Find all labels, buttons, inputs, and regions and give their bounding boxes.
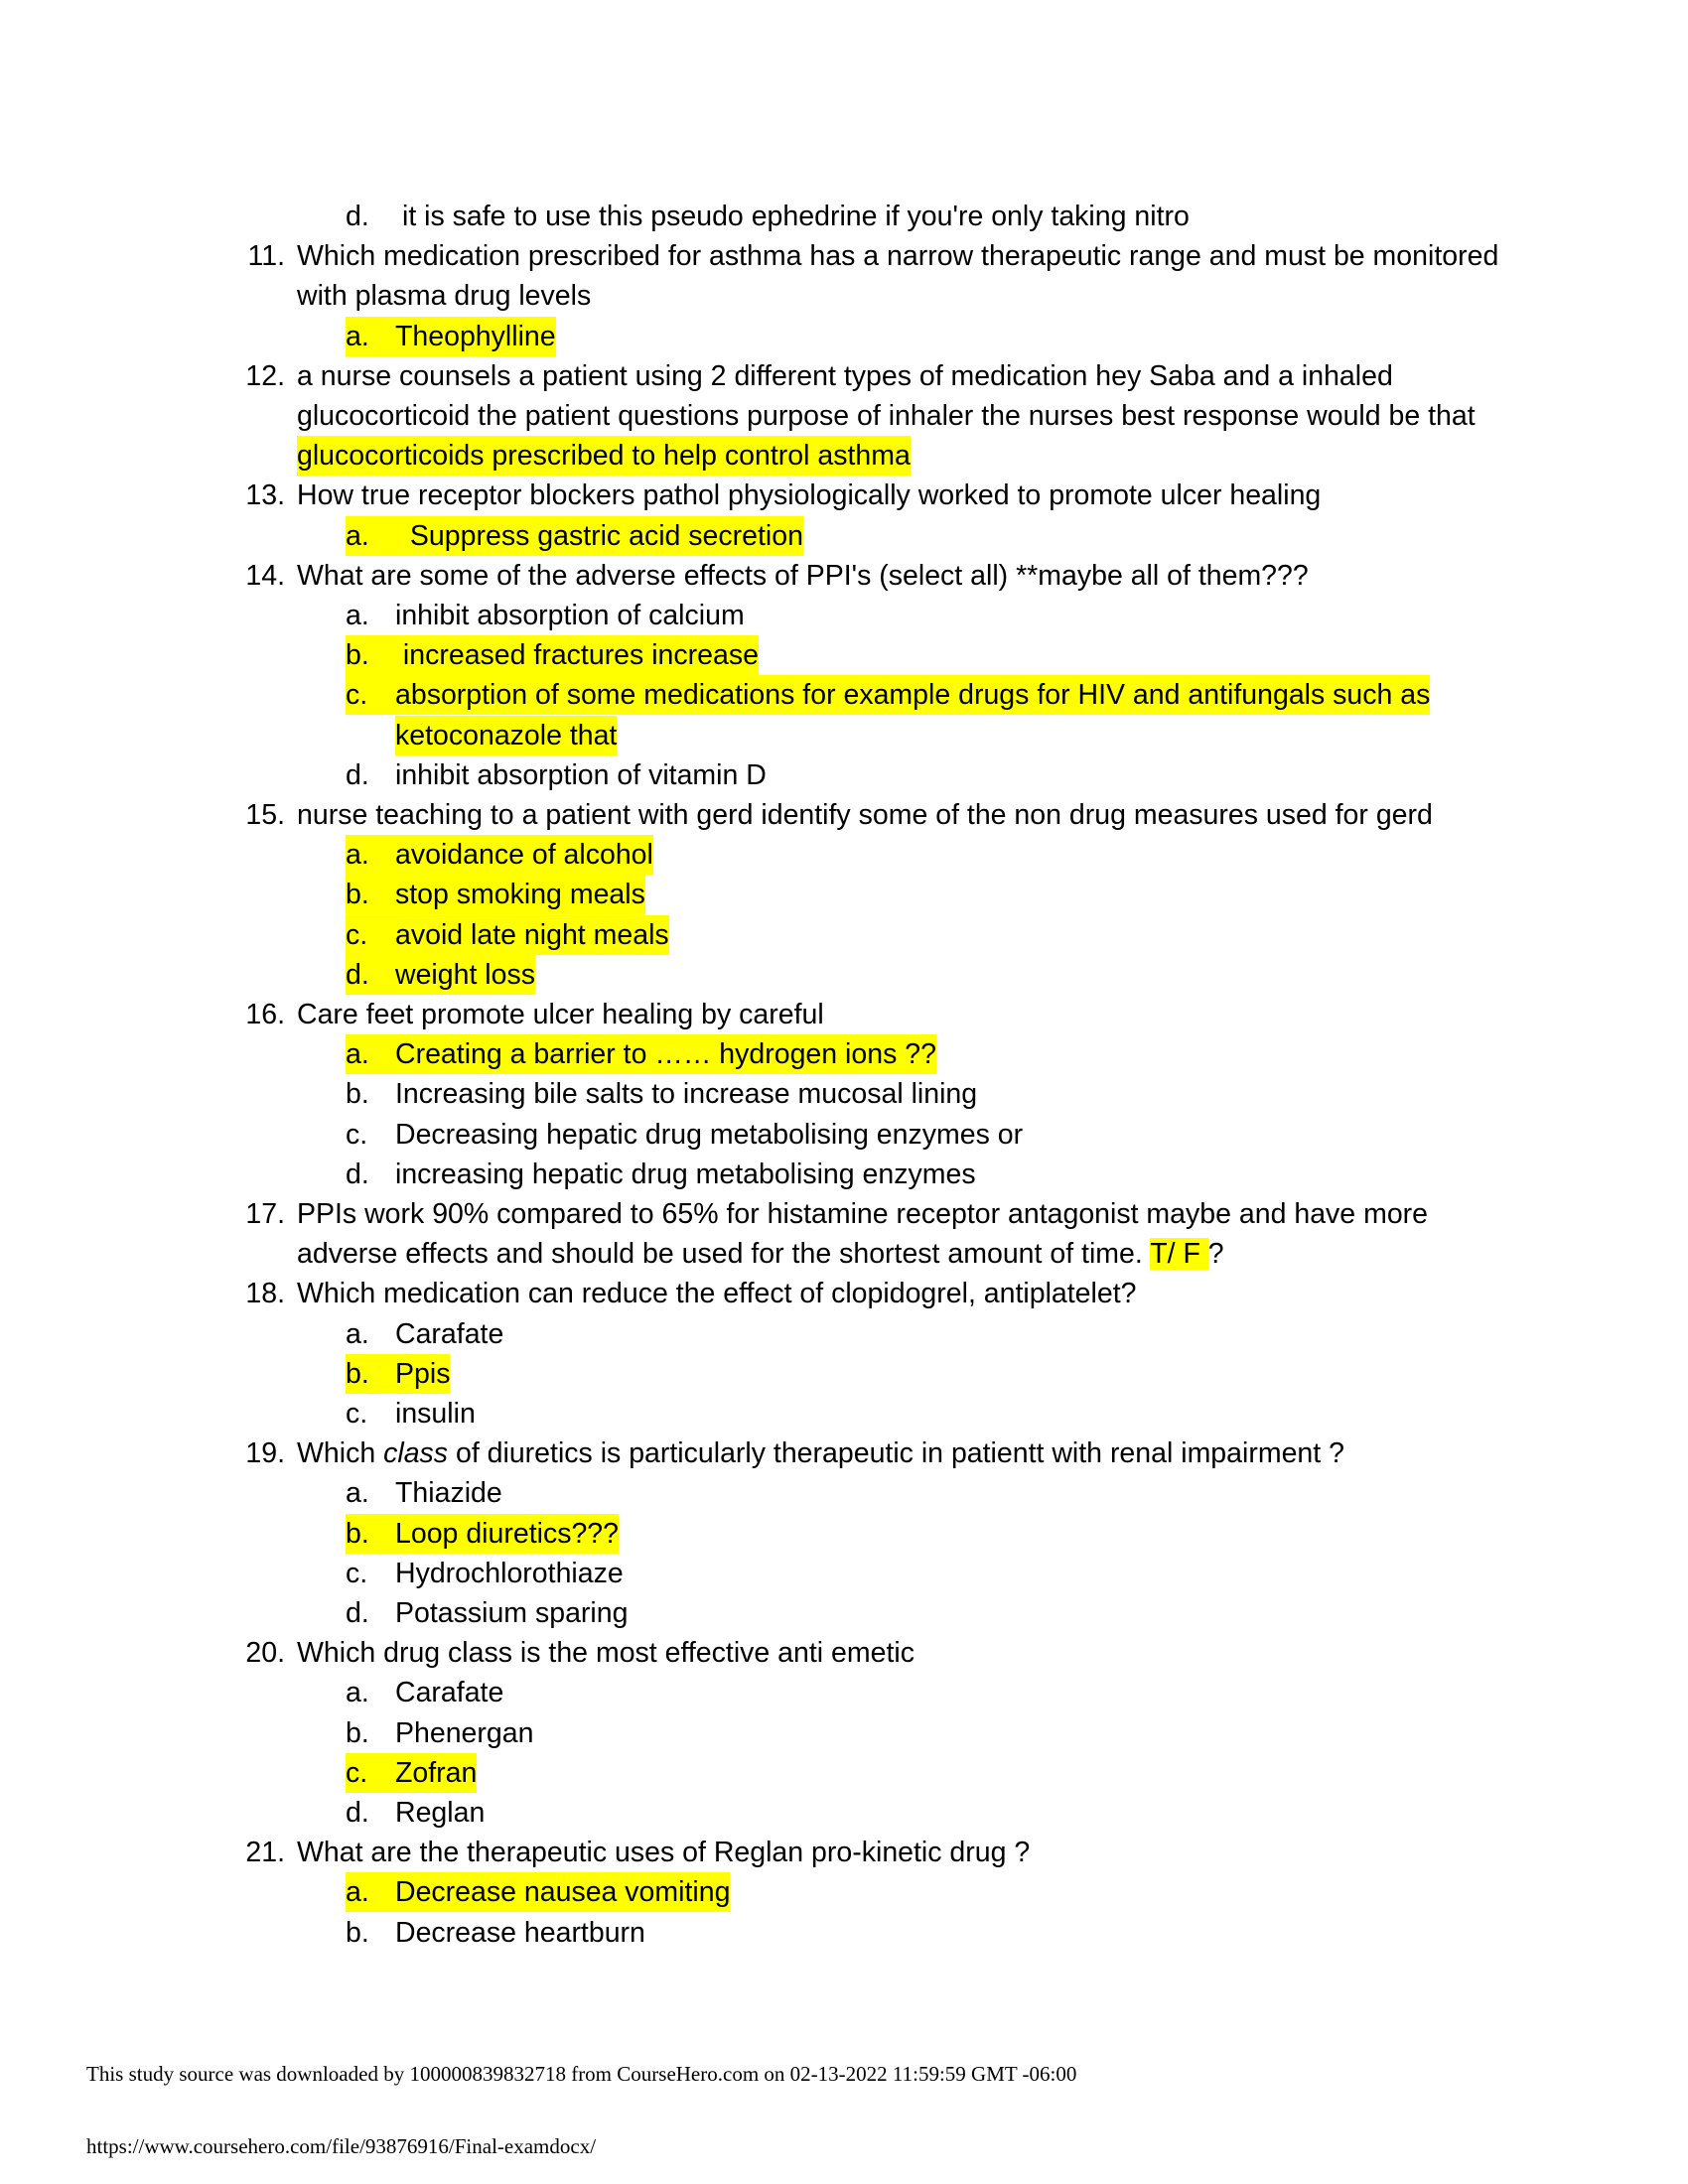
option-letter: b. [346,1517,369,1550]
option-letter: c. [346,1756,368,1789]
option-correct [346,1514,619,1554]
option-text: Zofran [395,1756,478,1789]
option-letter: b. [346,1716,369,1749]
option-letter: b. [346,1916,369,1949]
option-letter: d. [346,758,369,791]
option-text: avoidance of alcohol [395,839,653,872]
question-text-part: nurse teaching to a patient with gerd identify some of the non drug measures used for gerd [297,799,1433,831]
option-text: Increasing bile salts to increase mucosal lining [395,1078,978,1111]
option-text: Potassium sparing [395,1597,629,1629]
option-text: inhibit absorption of vitamin D [395,758,767,791]
question-number: 13. [245,479,285,512]
option-text: it is safe to use this pseudo ephedrine if you're only taking nitro [402,201,1190,232]
option-text: Loop diuretics??? [395,1517,619,1550]
question-text [297,476,1321,515]
option-text: Theophylline [395,320,556,352]
option-letter: c. [346,918,368,951]
option [346,1155,976,1194]
option-correct [346,875,645,914]
option-correct [346,955,535,995]
option-text: avoid late night meals [395,918,669,951]
option-text: inhibit absorption of calcium [395,600,745,631]
option-text: Phenergan [395,1716,534,1749]
option-text: insulin [395,1398,476,1430]
option [346,1713,533,1753]
option-letter: d. [346,958,369,991]
option-letter: a. [346,519,369,552]
option-letter: b. [346,879,369,911]
question-number: 14. [245,559,285,592]
option-text: absorption of some medications for example drugs for HIV and antifungals such as [395,679,1431,712]
question-text-part: Care feet promote ulcer healing by careful [297,999,824,1030]
option-text: Creating a barrier to …… hydrogen ions ?? [395,1038,936,1071]
answer-highlight: glucocorticoids prescribed to help control asthma [297,436,911,476]
option-letter: b. [346,1357,369,1390]
option-letter: b. [346,639,369,672]
question-number: 19. [245,1437,285,1470]
question-number: 15. [245,799,285,831]
option-text: Carafate [395,1317,504,1350]
option-text: weight loss [395,958,535,991]
question-text-part: Which medication can reduce the effect of clopidogrel, antiplatelet? [297,1278,1137,1310]
option [346,1473,502,1513]
option-text: Suppress gastric acid secretion [402,519,803,552]
question-number: 17. [245,1198,285,1230]
question-text [297,396,1476,436]
question-text [297,795,1433,835]
answer-highlight: T/ F [1150,1238,1208,1271]
option-correct [346,675,1430,715]
option [346,1074,977,1114]
question-text [297,1433,1344,1473]
question-text [297,276,591,316]
question-text [297,1633,914,1673]
option [346,1793,485,1833]
question-number: 12. [245,359,285,392]
option-text: increased fractures increase [395,639,759,672]
question-text-part: ? [1207,1238,1224,1271]
option-text: Ppis [395,1357,451,1390]
option [346,197,1190,236]
option [346,1394,476,1433]
option-letter: c. [346,1557,368,1589]
option-correct [346,1354,450,1394]
question-text-part: Which medication prescribed for asthma has a narrow therapeutic range and must be monitored [297,240,1499,273]
question-text [297,1274,1136,1313]
option-letter: a. [346,320,369,352]
option-correct [346,915,669,955]
question-number: 20. [245,1637,285,1670]
question-text [297,1833,1030,1872]
question-text-part: a nurse counsels a patient using 2 different types of medication hey Saba and a inhaled [297,359,1393,392]
option-correct [346,1753,477,1793]
option-text: Hydrochlorothiaze [395,1557,624,1589]
option [346,1115,1023,1155]
option-text: increasing hepatic drug metabolising enzymes [395,1158,976,1190]
option-letter: b. [346,1078,369,1111]
question-emphasis: class [383,1437,449,1470]
question-text-part: glucocorticoid the patient questions purpose of inhaler the nurses best response would be that [297,400,1476,432]
option-correct [346,835,653,875]
option-text: ketoconazole that [395,716,617,755]
question-text [297,556,1309,596]
question-text-part: of diuretics is particularly therapeutic in patientt with renal impairment ? [448,1437,1344,1470]
option-text: Decreasing hepatic drug metabolising enzymes or [395,1118,1024,1151]
option-letter: a. [346,600,369,631]
option-letter: c. [346,679,368,712]
option-letter: a. [346,1477,369,1510]
question-number: 16. [245,999,285,1030]
option [346,1673,503,1712]
question-text-part: Which [297,1437,384,1470]
question-text [297,1234,1224,1274]
source-url[interactable]: https://www.coursehero.com/file/93876916/Final-examdocx/ [86,2134,597,2158]
question-text [297,995,824,1034]
option-letter: a. [346,1038,369,1071]
option-correct [346,317,556,356]
question-text [297,356,1393,396]
option-letter: a. [346,1317,369,1350]
option [346,1314,503,1354]
option-text: Decrease heartburn [395,1916,645,1949]
question-text-part: PPIs work 90% compared to 65% for histamine receptor antagonist maybe and have more [297,1198,1429,1230]
option-text: Decrease nausea vomiting [395,1876,731,1909]
option-correct [346,516,803,556]
option [346,755,767,795]
option [346,1593,628,1633]
question-number: 21. [245,1837,285,1869]
question-text-part: adverse effects and should be used for the shortest amount of time. [297,1238,1151,1271]
option-letter: d. [346,1597,369,1629]
option-correct [346,1034,936,1074]
option-text: Thiazide [395,1477,502,1510]
option-letter: c. [346,1398,368,1430]
option-text: Reglan [395,1797,486,1829]
option-letter: d. [346,201,369,232]
option-letter: a. [346,1876,369,1909]
option-correct [346,1872,730,1912]
option [346,1913,645,1953]
option-letter: d. [346,1158,369,1190]
download-notice: This study source was downloaded by 100000839832718 from CourseHero.com on 02-13-2022 11:59:59 GMT -06:00 [86,2062,1077,2086]
question-text-part: How true receptor blockers pathol physiologically worked to promote ulcer healing [297,479,1322,512]
option [346,1554,624,1593]
option [346,596,745,635]
option-text: stop smoking meals [395,879,645,911]
option-text: Carafate [395,1677,504,1709]
option-letter: a. [346,1677,369,1709]
option-letter: d. [346,1797,369,1829]
option-letter: c. [346,1118,368,1151]
question-text-part: Which drug class is the most effective anti emetic [297,1637,914,1670]
option-correct [346,635,759,675]
question-number: 18. [245,1278,285,1310]
question-text [297,1194,1428,1234]
question-text-part: with plasma drug levels [297,280,592,313]
question-text [297,236,1498,276]
question-text-part: What are some of the adverse effects of PPI's (select all) **maybe all of them??? [297,559,1309,592]
question-number: 11. [247,240,285,273]
question-text-part: What are the therapeutic uses of Reglan pro-kinetic drug ? [297,1837,1031,1869]
option-letter: a. [346,839,369,872]
